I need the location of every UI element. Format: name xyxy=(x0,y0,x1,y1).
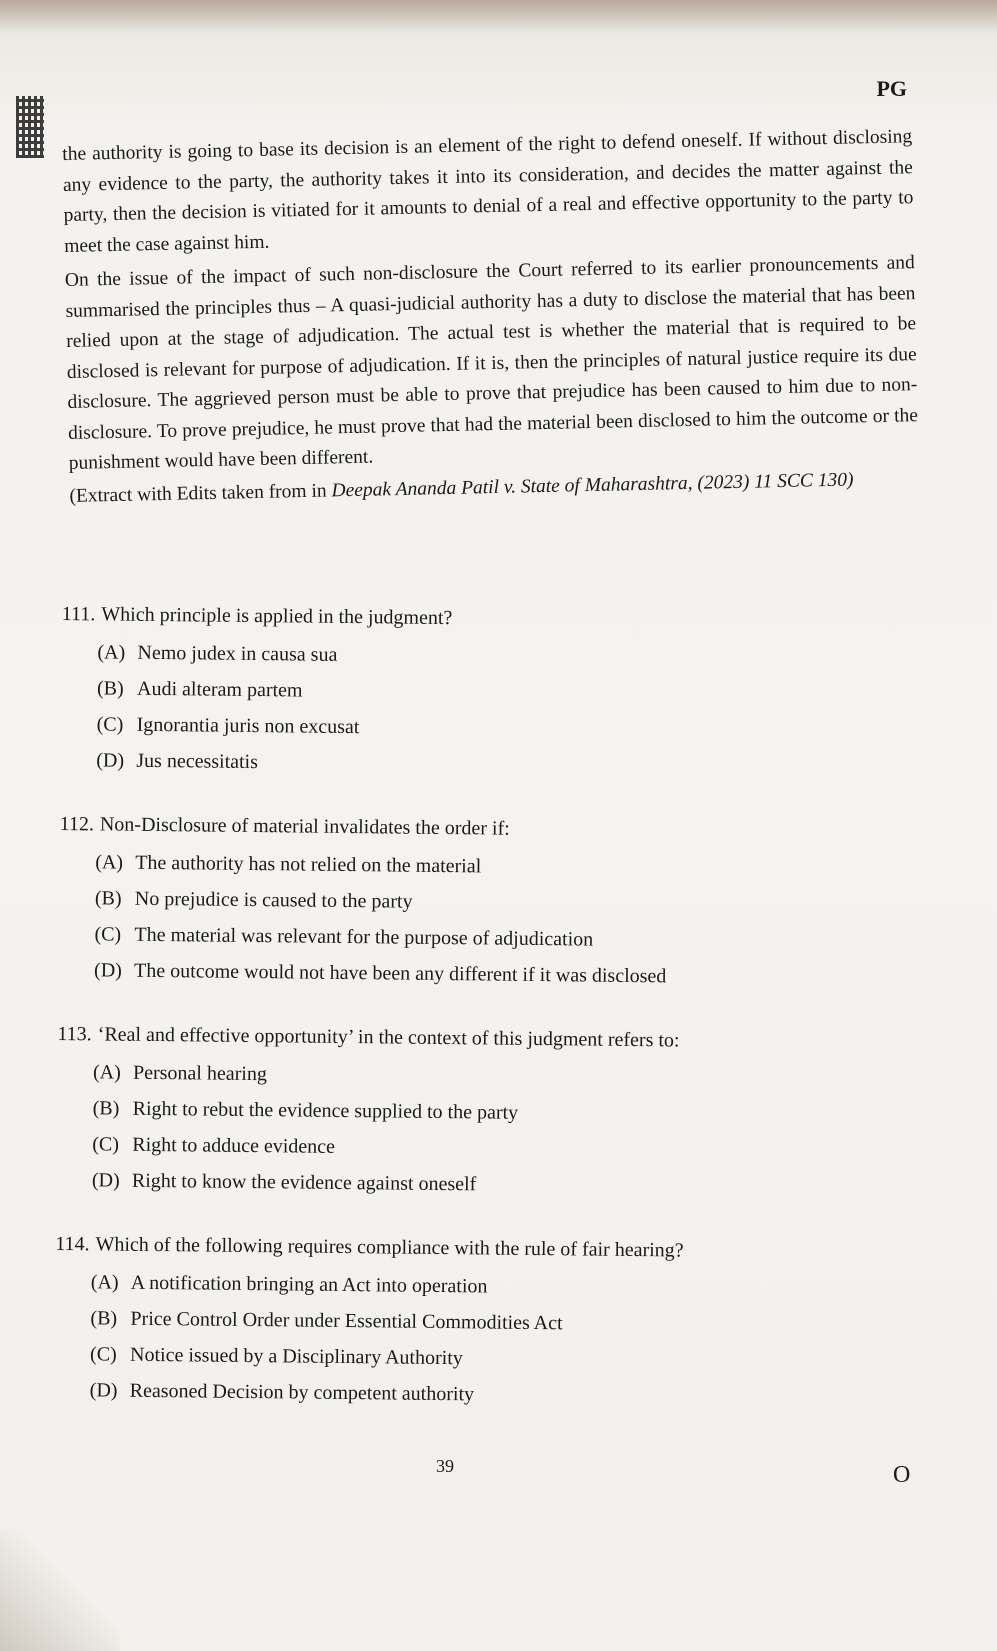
page-top-shadow xyxy=(0,0,997,34)
option-list xyxy=(54,1264,915,1417)
series-mark: O xyxy=(893,1462,911,1488)
option-letter: (C) xyxy=(96,713,124,736)
qr-code-icon xyxy=(16,96,44,158)
option-letter: (A) xyxy=(90,1271,119,1294)
question-list xyxy=(53,600,922,1449)
option-text: Audi alteram partem xyxy=(136,677,303,702)
option-text: The material was relevant for the purpose of adjudication xyxy=(134,923,594,951)
option-list xyxy=(60,634,921,787)
option-letter: (A) xyxy=(97,641,126,664)
option-text: Right to adduce evidence xyxy=(132,1133,336,1158)
option-text: Ignorantia juris non excusat xyxy=(136,713,360,739)
option-text: Price Control Order under Essential Commodities Act xyxy=(130,1307,563,1335)
question-number: 111. xyxy=(61,602,96,626)
question-text: Non-Disclosure of material invalidates the order if: xyxy=(99,813,510,840)
option-letter: (B) xyxy=(96,677,124,700)
option-text: A notification bringing an Act into operation xyxy=(130,1271,488,1298)
option-letter: (B) xyxy=(94,887,122,910)
question-112 xyxy=(58,810,920,997)
question-stem xyxy=(62,600,922,637)
question-text: Which of the following requires compliance with the rule of fair hearing? xyxy=(95,1233,684,1262)
question-114 xyxy=(54,1230,916,1417)
option-text: Jus necessitatis xyxy=(136,749,259,774)
page-corner-shadow xyxy=(0,1531,120,1651)
question-113 xyxy=(56,1020,918,1207)
option-text: Notice issued by a Disciplinary Authority xyxy=(129,1343,463,1370)
option-letter: (D) xyxy=(94,959,123,982)
option-letter: (C) xyxy=(94,923,122,946)
option-letter: (A) xyxy=(95,851,124,874)
question-stem xyxy=(60,810,920,847)
option-letter: (D) xyxy=(89,1379,118,1402)
option-list xyxy=(56,1054,917,1207)
question-number: 114. xyxy=(55,1232,90,1256)
option-letter: (A) xyxy=(92,1061,121,1084)
citation-case: Deepak Ananda Patil v. State of Maharashtra, (2023) 11 SCC 130) xyxy=(331,469,854,501)
question-number: 113. xyxy=(57,1022,92,1046)
question-text: ‘Real and effective opportunity’ in the context of this judgment refers to: xyxy=(97,1023,680,1052)
option-text: The authority has not relied on the material xyxy=(135,851,482,878)
passage-paragraph-1: the authority is going to base its decision is an element of the right to defend oneself. If without disclosing any evidence to the party, the authority takes it into its consideration, and decides the matter against the party, then the decision is vitiated for it amounts to denial of a real and effective opportunity to the party to meet the case against him. xyxy=(62,126,914,257)
page-number: 39 xyxy=(436,1456,454,1476)
option-d xyxy=(96,742,920,787)
option-letter: (C) xyxy=(89,1343,117,1366)
option-letter: (C) xyxy=(92,1133,120,1156)
option-text: Reasoned Decision by competent authority xyxy=(129,1379,475,1406)
option-letter: (B) xyxy=(90,1307,118,1330)
question-number: 112. xyxy=(59,812,95,836)
option-d xyxy=(92,1162,916,1207)
paper-code: PG xyxy=(876,76,907,101)
option-d xyxy=(90,1372,914,1417)
option-letter: (B) xyxy=(92,1097,120,1120)
passage xyxy=(62,122,920,509)
question-text: Which principle is applied in the judgment? xyxy=(101,603,453,630)
option-text: Right to know the evidence against oneself xyxy=(131,1169,477,1196)
option-letter: (D) xyxy=(96,749,125,772)
citation-prefix: (Extract with Edits taken from in xyxy=(69,479,332,507)
question-stem xyxy=(55,1230,915,1267)
option-text: The outcome would not have been any different if it was disclosed xyxy=(134,959,667,988)
option-letter: (D) xyxy=(91,1169,120,1192)
option-d xyxy=(94,952,918,997)
option-list xyxy=(58,844,919,997)
question-111 xyxy=(60,600,922,787)
option-text: Nemo judex in causa sua xyxy=(137,641,338,666)
passage-paragraph-2: On the issue of the impact of such non-disclosure the Court referred to its earlier pronouncements and summarised the principles thus – A quasi-judicial authority has a duty to disclose the material that has been relied upon at the stage of adjudication. The actual test is whether the material that is required to be disclosed is relevant for purpose of adjudication. If it is, then the principles of natural justice require its due disclosure. The aggrieved person must be able to prove that prejudice has been caused to him due to non-disclosure. To prove prejudice, he must prove that had the material been disclosed to him the outcome or the punishment would have been different. xyxy=(64,252,919,474)
option-text: Right to rebut the evidence supplied to the party xyxy=(132,1097,519,1124)
option-text: No prejudice is caused to the party xyxy=(134,887,413,913)
question-stem xyxy=(57,1020,917,1057)
option-text: Personal hearing xyxy=(132,1061,268,1086)
